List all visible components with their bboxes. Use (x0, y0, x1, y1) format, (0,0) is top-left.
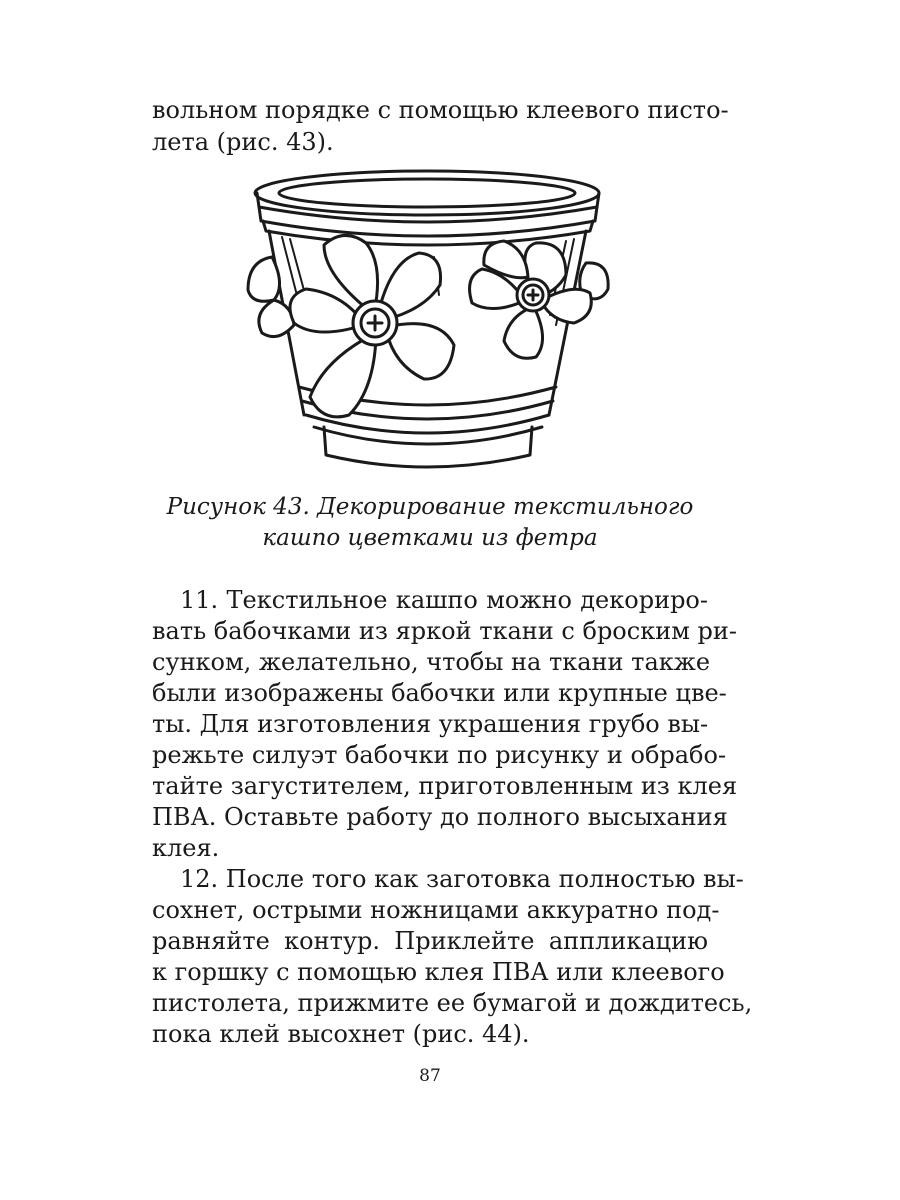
text-line: сунком, желательно, чтобы на ткани также (152, 648, 711, 676)
text-line: были изображены бабочки или крупные цве- (152, 679, 727, 707)
text-line: 12. После того как заготовка полностью вы- (180, 865, 744, 893)
text-line: сохнет, острыми ножницами аккуратно под- (152, 896, 720, 924)
text-line: ты. Для изготовления украшения грубо вы- (152, 710, 709, 738)
text-line: 11. Текстильное кашпо можно декориро- (180, 586, 708, 614)
figure-caption: кашпо цветками из фетра (262, 525, 598, 551)
text-line: пистолета, прижмите ее бумагой и дождитесь, (152, 989, 753, 1017)
text-line: лета (рис. 43). (152, 128, 334, 156)
text-line: равняйте контур. Приклейте аппликацию (152, 927, 708, 955)
felt-flower-left (290, 235, 454, 416)
text-line: тайте загустителем, приготовленным из клея (152, 772, 738, 800)
text-line: к горшку с помощью клея ПВА или клеевого (152, 958, 725, 986)
flower-pot-illustration (244, 165, 614, 480)
text-line: пока клей высохнет (рис. 44). (152, 1020, 530, 1048)
text-line: ПВА. Оставьте работу до полного высыхания (152, 803, 728, 831)
text-line: клея. (152, 834, 220, 862)
felt-flower-right (470, 241, 592, 358)
text-line: режьте силуэт бабочки по рисунку и обрабо- (152, 741, 727, 769)
text-line: вать бабочками из яркой ткани с броским ри- (152, 617, 737, 645)
page-number: 87 (419, 1066, 441, 1086)
text-line: вольном порядке с помощью клеевого писто- (152, 96, 729, 124)
figure-caption: Рисунок 43. Декорирование текстильного (166, 494, 694, 520)
